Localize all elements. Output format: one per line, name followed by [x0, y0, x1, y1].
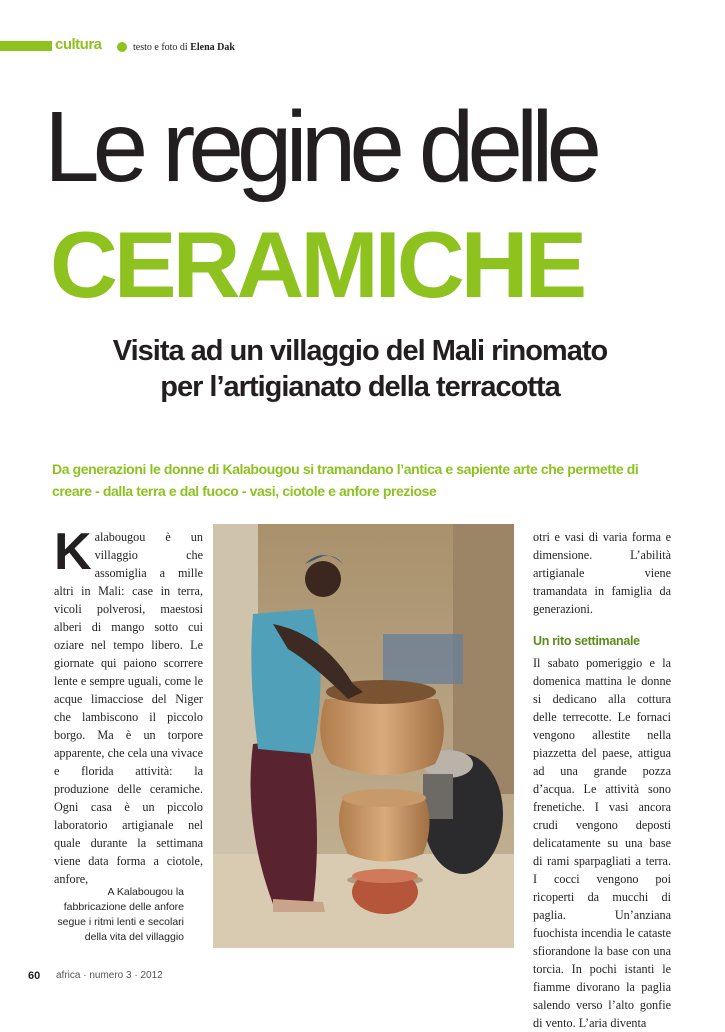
subtitle-line2: per l’artigianato della terracotta [160, 371, 560, 403]
photo-caption: A Kalabougou la fabbricazione delle anfore segue i ritmi lenti e secolari della vita del villaggio [57, 886, 184, 943]
body-text-3: Il sabato pomeriggio e la domenica mattina le donne si dedicano alla cottura delle terrecotte. Le fornaci vengono allestite nella piazzetta del paese, attigua ad una grande pozza d’acqua. Le attività sono frenetiche. I vasi ancora crudi vengono deposti delicatamente su una base di rami sparpagliati a terra. I cocci vengono poi ricoperti da mucchi di paglia. Un’anziana fuochista incendia le cataste sfiorandone la base con una torcia. In pochi istanti le fiamme divorano la paglia salendo verso l’alto gonfie di vento. L’aria diventa [533, 656, 671, 1030]
title-line1: Le regine delle [44, 91, 596, 203]
section-label: cultura [55, 36, 102, 53]
lead-paragraph: Da generazioni le donne di Kalabougou si tramandano l’antica e sapiente arte che permette di creare - dalla terra e dal fuoco - vasi, ciotole e anfore preziose [52, 461, 639, 499]
subtitle-line1: Visita ad un villaggio del Mali rinomato [112, 335, 608, 367]
footer-info: africa · numero 3 · 2012 [56, 970, 163, 981]
body-column-1 [54, 523, 203, 888]
page-number: 60 [28, 970, 41, 982]
body-text-2: otri e vasi di varia forma e dimensione. L’abilità artigianale viene tramandata in famiglia da generazioni. [533, 530, 671, 616]
article-photo [213, 524, 514, 948]
subheading: Un rito settimanale [533, 634, 640, 648]
subtitle [50, 333, 670, 405]
section-bar [0, 41, 52, 51]
body-column-2 [533, 528, 671, 1032]
section-dot-icon [117, 42, 127, 52]
drop-cap: K [54, 523, 92, 581]
byline [133, 42, 235, 53]
title-line2: CERAMICHE [50, 212, 584, 317]
byline-prefix: testo e foto di [133, 42, 188, 53]
woman-with-pottery-image [213, 524, 514, 948]
body-text-1: alabougou è un villaggio che assomiglia a mille altri in Mali: case in terra, vicoli polverosi, maestosi alberi di mango sotto cui oziare nel tempo libero. Le giornate qui paiono scorrere lente e sempre uguali, come le acque limacciose del Niger che lambiscono il piccolo borgo. Ma è un torpore apparente, che cela una vivace e florida attività: la produzione delle ceramiche. Ogni casa è un piccolo laboratorio artigianale nel quale durante la settimana viene data forma a ciotole, anfore, [54, 530, 203, 886]
byline-author: Elena Dak [190, 42, 235, 53]
